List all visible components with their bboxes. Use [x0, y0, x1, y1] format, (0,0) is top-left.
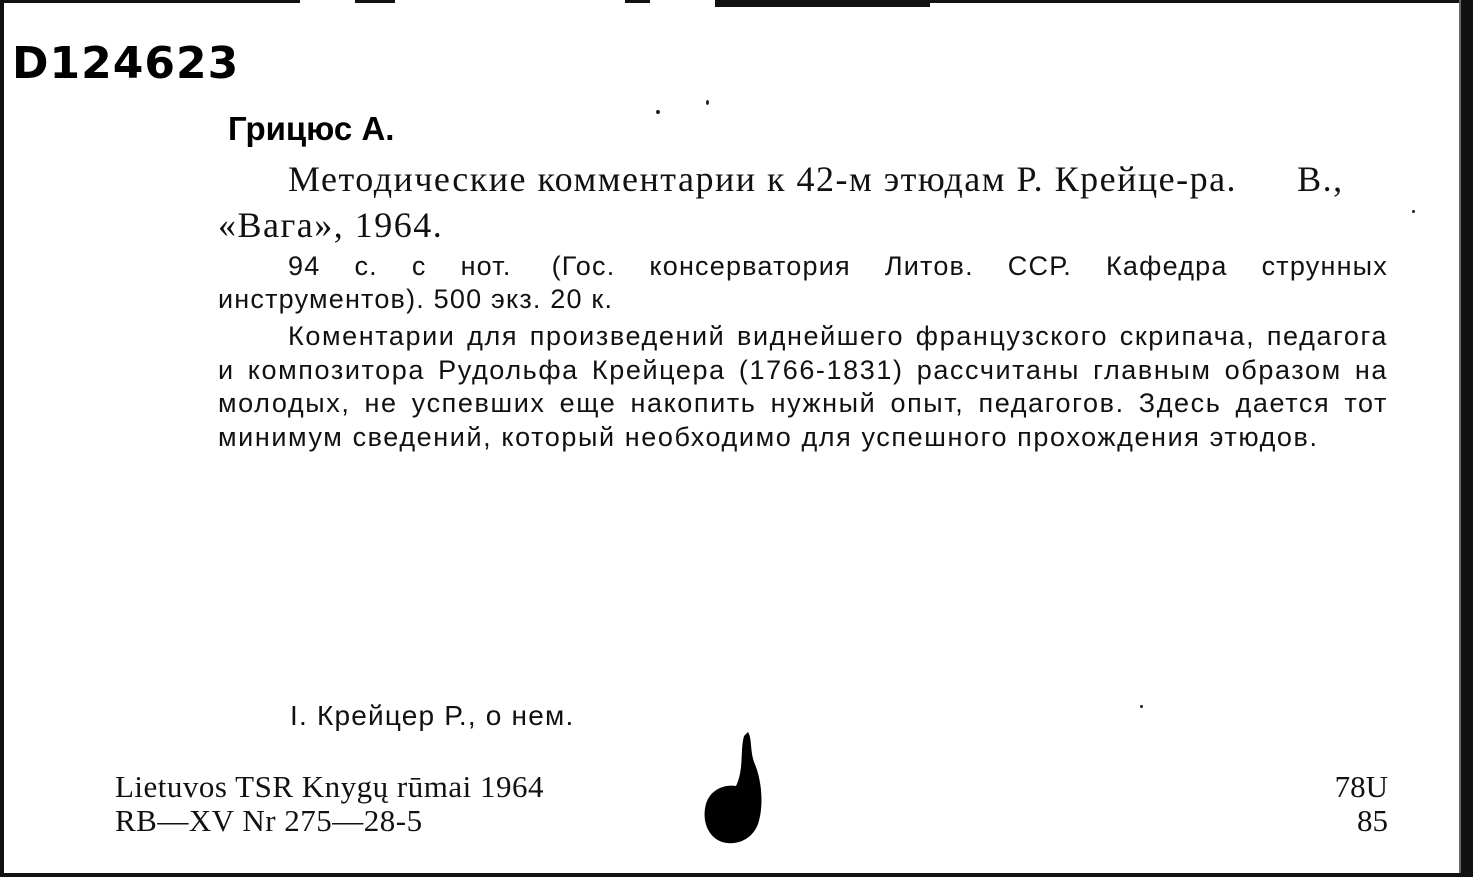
- scan-speck: [706, 100, 709, 105]
- registration-line: RB—XV Nr 275—28-5: [115, 803, 423, 838]
- publisher-line: Lietuvos TSR Knygų rūmai 1964: [115, 769, 544, 804]
- card-edge-bottom: [0, 873, 1473, 877]
- scan-speck: [1140, 705, 1143, 708]
- card-edge-gap: [395, 0, 625, 3]
- abstract-text: Коментарии для произведений виднейшего французского скрипача, педагога и композитора Рудольфа Крейцера (1766-1831) рассчитаны главным образом на молодых, не успевших еще накопить нужный опыт, педагогов. Здесь дается тот минимум сведений, который необходимо для успешного прохождения этюдов.: [218, 321, 1388, 452]
- collation-block: [218, 250, 1388, 316]
- shelf-number: 85: [1357, 803, 1388, 838]
- card-edge-tab: [715, 0, 930, 7]
- card-edge-gap: [300, 0, 355, 3]
- scan-speck: [1412, 210, 1415, 213]
- scan-speck: [656, 110, 660, 114]
- author-heading: Грицюс А.: [228, 110, 395, 147]
- series-note: (Гос. консерватория Литов. ССР. Кафедра струнных инструментов). 500 экз. 20 к.: [218, 251, 1388, 314]
- punch-hole-mark: [700, 728, 780, 848]
- collation-text: 94 с. с нот.: [288, 251, 512, 281]
- card-edge-gap: [650, 0, 715, 3]
- card-edge-left: [0, 0, 4, 877]
- subject-heading: I. Крейцер Р., о нем.: [290, 700, 575, 731]
- classification-block: [1335, 770, 1388, 838]
- accession-number: D124623: [12, 38, 240, 89]
- imprint-text: В., «Вага», 1964.: [218, 159, 1344, 245]
- title-text: Методические комментарии к 42-м этюдам Р. Крейце-ра.: [288, 159, 1238, 199]
- card-edge-right: [1461, 0, 1473, 877]
- publisher-block: [115, 770, 544, 838]
- title-statement: [218, 156, 1398, 248]
- udc-number: 78U: [1334, 769, 1388, 804]
